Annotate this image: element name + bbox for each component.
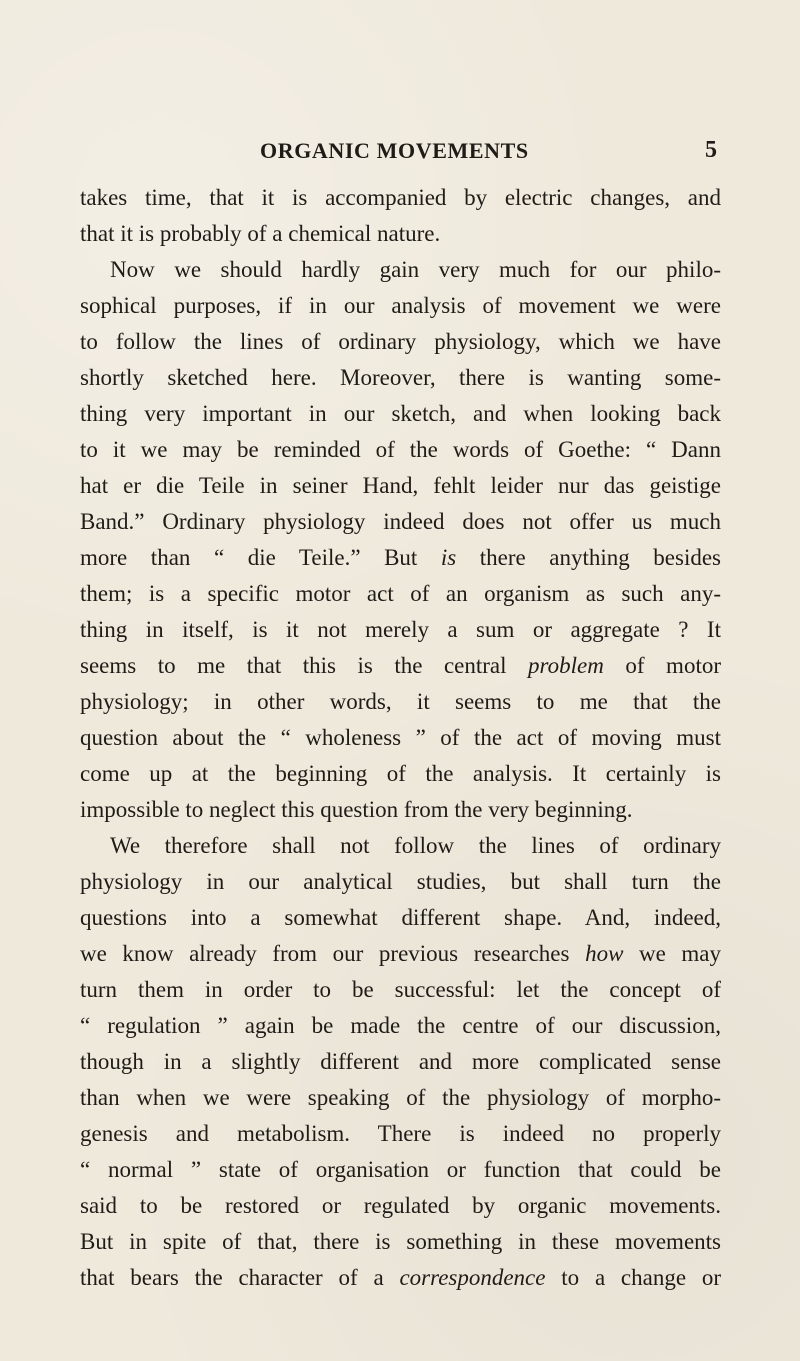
text-line-content: than when we were speaking of the physiology of morpho- <box>80 1085 721 1110</box>
text-line-content: genesis and metabolism. There is indeed no properly <box>80 1121 721 1146</box>
text-line-segment: of motor <box>603 653 721 678</box>
text-line-content: question about the “ wholeness ” of the act of moving must <box>80 725 721 750</box>
text-line <box>80 468 721 504</box>
text-line-content: questions into a somewhat different shape. And, indeed, <box>80 905 721 930</box>
text-line <box>80 288 721 324</box>
text-line <box>80 864 721 900</box>
text-line-segment: that bears the character of a <box>80 1265 400 1290</box>
text-line-segment: there anything besides <box>456 545 721 570</box>
text-line <box>80 648 721 684</box>
text-line-segment: we know already from our previous researches <box>80 941 586 966</box>
text-line <box>80 972 721 1008</box>
text-line-content: thing very important in our sketch, and when looking back <box>80 401 721 426</box>
emphasized-text: problem <box>528 653 604 678</box>
text-line-segment: more than “ die Teile.” But <box>80 545 441 570</box>
text-line <box>80 576 721 612</box>
text-line-content: But in spite of that, there is something in these movements <box>80 1229 721 1254</box>
emphasized-text: correspondence <box>399 1265 546 1290</box>
text-line-content: We therefore shall not follow the lines of ordinary <box>110 833 721 858</box>
paragraph-first-line <box>80 252 721 288</box>
text-line-content: sophical purposes, if in our analysis of movement we were <box>80 293 721 318</box>
text-line <box>80 324 721 360</box>
text-line-content: Band.” Ordinary physiology indeed does not offer us much <box>80 509 721 534</box>
text-line <box>80 540 721 576</box>
text-line-content: that it is probably of a chemical nature. <box>80 221 441 246</box>
text-line-content: though in a slightly different and more complicated sense <box>80 1049 721 1074</box>
text-line-content: thing in itself, is it not merely a sum or aggregate ? It <box>80 617 721 642</box>
text-line <box>80 936 721 972</box>
text-line-content: Now we should hardly gain very much for our philo- <box>110 257 721 282</box>
emphasized-text: how <box>585 941 624 966</box>
text-line <box>80 720 721 756</box>
text-line-content: to follow the lines of ordinary physiology, which we have <box>80 329 721 354</box>
text-line-content: impossible to neglect this question from the very beginning. <box>80 797 633 822</box>
text-line <box>80 792 721 828</box>
text-line-content: physiology; in other words, it seems to me that the <box>80 689 721 714</box>
text-line <box>80 1080 721 1116</box>
text-line <box>80 756 721 792</box>
text-line <box>80 900 721 936</box>
body-text <box>80 180 721 1296</box>
text-line-content: turn them in order to be successful: let the concept of <box>80 977 721 1002</box>
text-line <box>80 1152 721 1188</box>
text-line <box>80 1044 721 1080</box>
emphasized-text: is <box>440 545 457 570</box>
text-line <box>80 432 721 468</box>
text-line-content: shortly sketched here. Moreover, there is wanting some- <box>80 365 721 390</box>
text-line <box>80 216 721 252</box>
text-line-content: physiology in our analytical studies, but shall turn the <box>80 869 721 894</box>
text-line <box>80 1116 721 1152</box>
running-title: ORGANIC MOVEMENTS <box>260 138 529 163</box>
page-number: 5 <box>705 137 717 163</box>
text-line-content: “ normal ” state of organisation or function that could be <box>80 1157 721 1182</box>
text-line-content: come up at the beginning of the analysis. It certainly is <box>80 761 721 786</box>
text-line-segment: seems to me that this is the central <box>80 653 529 678</box>
text-line <box>80 1008 721 1044</box>
text-line-content: them; is a specific motor act of an organism as such any- <box>80 581 721 606</box>
text-line <box>80 504 721 540</box>
text-line <box>80 1188 721 1224</box>
text-line-content: to it we may be reminded of the words of Goethe: “ Dann <box>80 437 721 462</box>
text-line <box>80 612 721 648</box>
paragraph-first-line <box>80 828 721 864</box>
text-line <box>80 684 721 720</box>
text-line <box>80 1260 721 1296</box>
text-line-content: said to be restored or regulated by organic movements. <box>80 1193 721 1218</box>
text-line-content: takes time, that it is accompanied by electric changes, and <box>80 185 721 210</box>
text-line <box>80 360 721 396</box>
text-line-segment: we may <box>623 941 721 966</box>
text-line <box>80 180 721 216</box>
text-line <box>80 1224 721 1260</box>
running-head <box>0 138 800 170</box>
text-line-segment: to a change or <box>545 1265 721 1290</box>
text-line-content: hat er die Teile in seiner Hand, fehlt leider nur das geistige <box>80 473 721 498</box>
text-line-content: “ regulation ” again be made the centre of our discussion, <box>80 1013 721 1038</box>
text-line <box>80 396 721 432</box>
